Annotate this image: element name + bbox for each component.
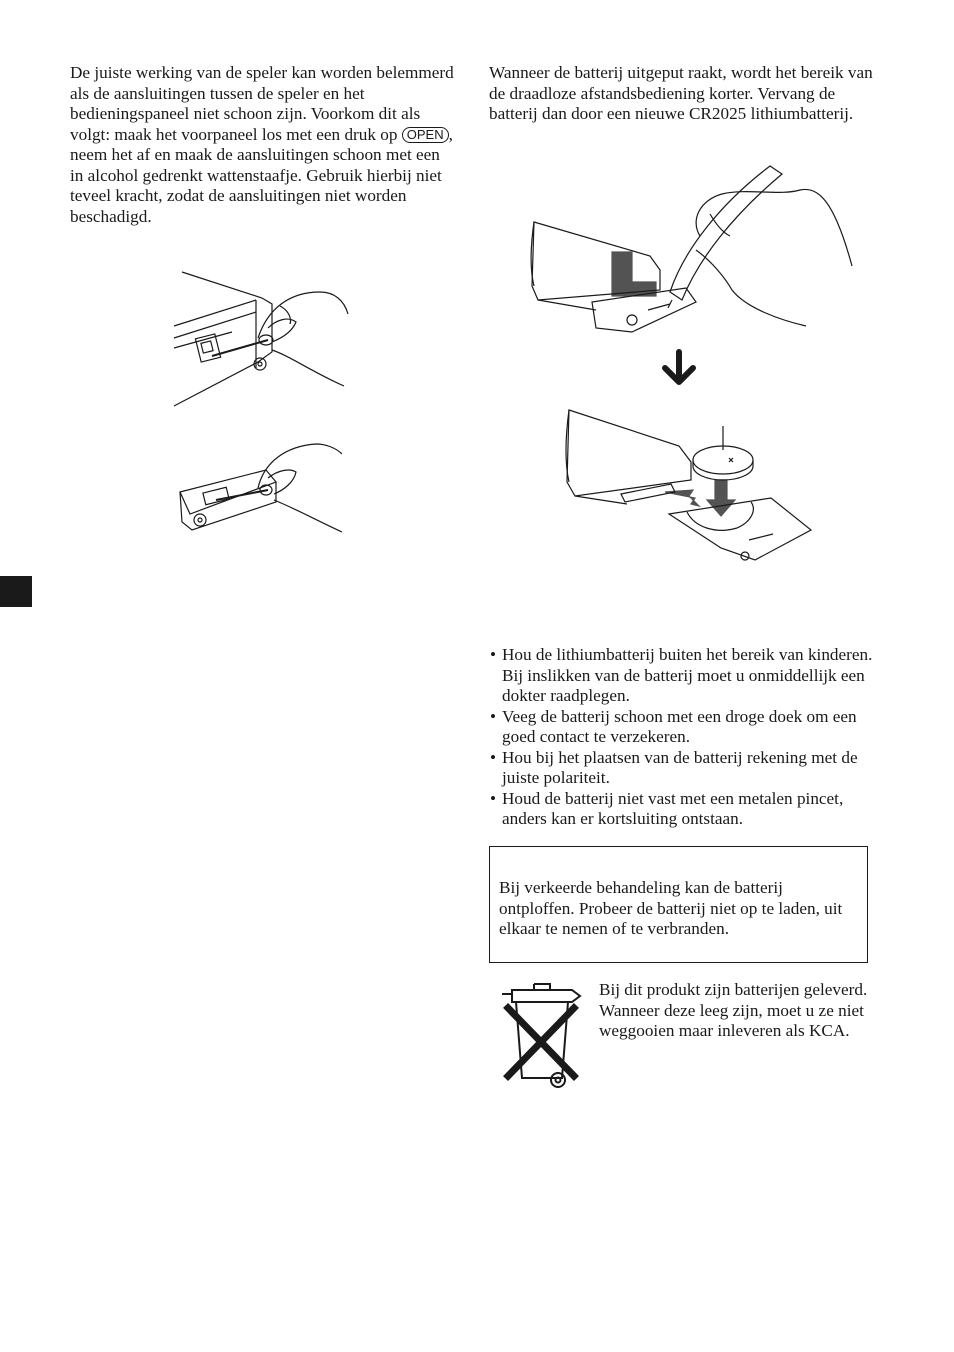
recycling-info: Bij dit produkt zijn batterijen geleverd. Wanneer deze leeg zijn, moet u ze niet weggooien maar inleveren als KCA. [599, 980, 868, 1040]
note-item: • Houd de batterij niet vast met een metalen pincet, anders kan er kortsluiting ontstaan. [489, 789, 874, 830]
panel-connector-cleaning-illustration [176, 442, 346, 534]
cleaning-instructions [70, 63, 455, 227]
note-item: • Hou bij het plaatsen van de batterij rekening met de juiste polariteit. [489, 748, 874, 789]
open-key-label: OPEN [402, 127, 449, 143]
battery-insertion-illustration [545, 400, 815, 570]
unit-connector-cleaning-illustration [172, 268, 352, 408]
crossed-out-wheelie-bin-icon [498, 980, 588, 1090]
warning-text: Bij verkeerde behandeling kan de batterij ontploffen. Probeer de batterij niet op te laden, uit elkaar te nemen of te verbranden. [499, 878, 843, 938]
cleaning-text-2: , neem het af en maak de aansluitingen schoon met een in alcohol gedrenkt wattenstaafje. Gebruik hierbij niet teveel kracht, zodat de aansluitingen niet worden beschadigd. [70, 124, 453, 226]
arrow-down-icon [659, 350, 699, 390]
note-item: • Veeg de batterij schoon met een droge doek om een goed contact te verzekeren. [489, 707, 874, 748]
battery-holder-removal-illustration [500, 160, 860, 340]
battery-safety-notes [489, 645, 874, 830]
warning-box [489, 846, 868, 963]
note-item: • Hou de lithiumbatterij buiten het bereik van kinderen. Bij inslikken van de batterij moet u onmiddellijk een dokter raadplegen. [489, 645, 874, 707]
battery-replacement-intro: Wanneer de batterij uitgeput raakt, wordt het bereik van de draadloze afstandsbediening korter. Vervang de batterij dan door een nieuwe CR2025 lithiumbatterij. [489, 63, 873, 123]
cleaning-text-1: De juiste werking van de speler kan worden belemmerd als de aansluitingen tussen de speler en het bedieningspaneel niet schoon zijn. Voorkom dit als volgt: maak het voorpaneel los met een druk op [70, 63, 454, 144]
section-tab-marker [0, 576, 32, 607]
